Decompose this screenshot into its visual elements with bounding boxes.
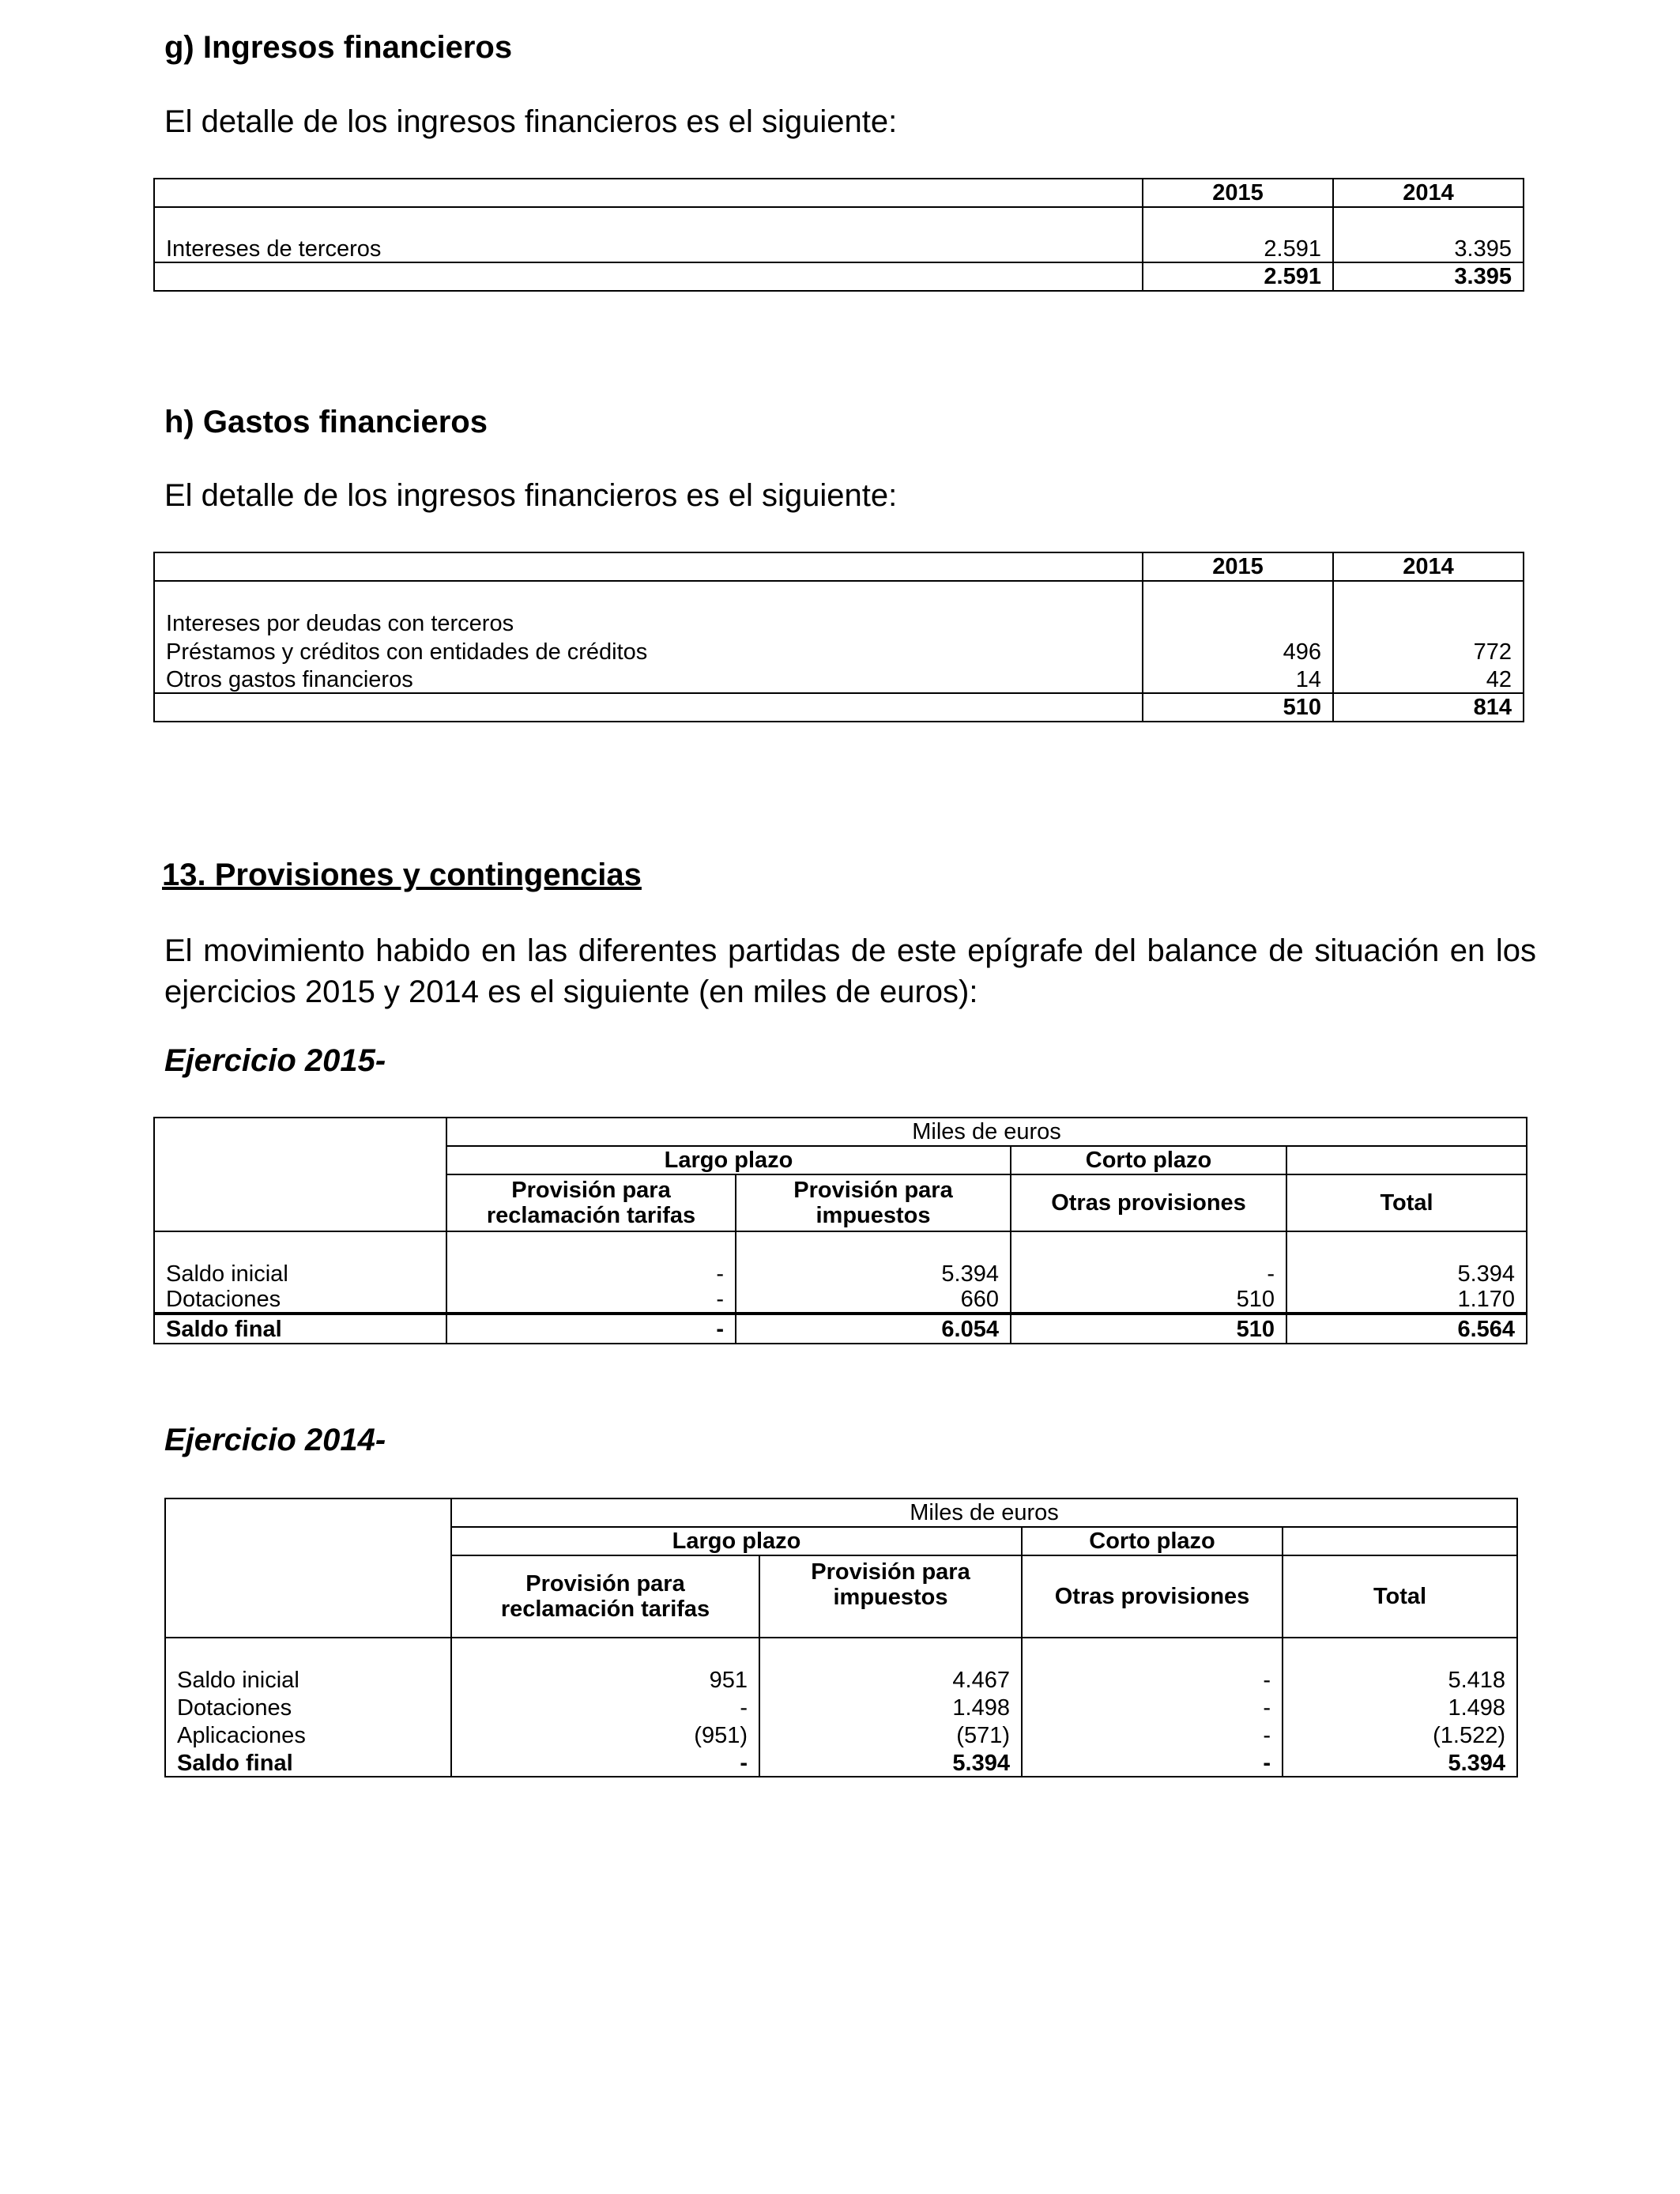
total-2015: 510	[1143, 693, 1333, 722]
row-value-2014	[1333, 581, 1524, 636]
row-value: 660	[736, 1287, 1011, 1314]
row-label: Saldo final	[165, 1748, 451, 1777]
saldo-final-row	[165, 1748, 1517, 1777]
table-row	[154, 581, 1524, 636]
gastos-header-2015: 2015	[1143, 552, 1333, 581]
table-row	[154, 207, 1524, 262]
row-value: -	[446, 1287, 736, 1314]
total-row	[154, 693, 1524, 722]
row-value: -	[1022, 1638, 1283, 1693]
row-value: -	[1022, 1693, 1283, 1721]
row-value: -	[1022, 1721, 1283, 1748]
row-value: 5.418	[1283, 1638, 1517, 1693]
row-value: 5.394	[736, 1231, 1011, 1287]
table-row	[154, 665, 1524, 693]
row-value: 510	[1011, 1287, 1286, 1314]
saldo-final-row	[154, 1314, 1527, 1344]
row-label: Saldo final	[154, 1314, 446, 1344]
row-value: 6.564	[1286, 1314, 1527, 1344]
row-value: 5.394	[759, 1748, 1022, 1777]
row-value: 510	[1011, 1314, 1286, 1344]
row-label: Saldo inicial	[154, 1231, 446, 1287]
row-value-2014: 3.395	[1333, 207, 1524, 262]
row-value: -	[451, 1748, 759, 1777]
row-label: Aplicaciones	[165, 1721, 451, 1748]
table-row	[165, 1638, 1517, 1693]
row-value: (951)	[451, 1721, 759, 1748]
provisiones-2014-table	[164, 1498, 1518, 1777]
largo-plazo-header: Largo plazo	[446, 1146, 1011, 1174]
gastos-table	[153, 552, 1524, 722]
row-value: (571)	[759, 1721, 1022, 1748]
row-value: 5.394	[1283, 1748, 1517, 1777]
row-value: -	[1011, 1231, 1286, 1287]
row-value-2014: 42	[1333, 665, 1524, 693]
row-value-2015	[1143, 581, 1333, 636]
row-label: Intereses por deudas con terceros	[154, 581, 1143, 636]
row-value-2014: 772	[1333, 636, 1524, 665]
table-row	[154, 636, 1524, 665]
row-value: 1.498	[759, 1693, 1022, 1721]
col-total: Total	[1286, 1174, 1527, 1231]
col-impuestos: Provisión para impuestos	[736, 1174, 1011, 1231]
table-row	[165, 1693, 1517, 1721]
row-value: -	[1022, 1748, 1283, 1777]
row-value: 5.394	[1286, 1231, 1527, 1287]
row-label: Otros gastos financieros	[154, 665, 1143, 693]
col-otras-provisiones: Otras provisiones	[1011, 1174, 1286, 1231]
col-reclamacion-tarifas: Provisión para reclamación tarifas	[451, 1555, 759, 1638]
row-label: Intereses de terceros	[154, 207, 1143, 262]
row-value-2015: 496	[1143, 636, 1333, 665]
section-13-title: 13. Provisiones y contingencias	[162, 858, 642, 892]
ejercicio-2014-title: Ejercicio 2014-	[164, 1423, 386, 1457]
row-label: Préstamos y créditos con entidades de créditos	[154, 636, 1143, 665]
section-g-intro: El detalle de los ingresos financieros es el siguiente:	[164, 104, 898, 139]
corto-plazo-header: Corto plazo	[1011, 1146, 1286, 1174]
table-row	[154, 1231, 1527, 1287]
corto-plazo-header: Corto plazo	[1022, 1527, 1283, 1555]
row-value: 1.498	[1283, 1693, 1517, 1721]
total-2014: 814	[1333, 693, 1524, 722]
ejercicio-2015-title: Ejercicio 2015-	[164, 1043, 386, 1078]
section-h-intro: El detalle de los ingresos financieros es el siguiente:	[164, 478, 898, 513]
row-value: -	[446, 1231, 736, 1287]
total-2014: 3.395	[1333, 262, 1524, 291]
col-reclamacion-tarifas: Provisión para reclamación tarifas	[446, 1174, 736, 1231]
miles-de-euros-label: Miles de euros	[446, 1118, 1527, 1146]
row-value-2015: 14	[1143, 665, 1333, 693]
col-otras-provisiones: Otras provisiones	[1022, 1555, 1283, 1638]
row-value: (1.522)	[1283, 1721, 1517, 1748]
gastos-header-2014: 2014	[1333, 552, 1524, 581]
table-row	[165, 1721, 1517, 1748]
row-value: 6.054	[736, 1314, 1011, 1344]
section-g-title: g) Ingresos financieros	[164, 30, 513, 65]
row-value: -	[446, 1314, 736, 1344]
row-label: Dotaciones	[154, 1287, 446, 1314]
row-value: 951	[451, 1638, 759, 1693]
ingresos-table	[153, 178, 1524, 292]
row-label: Saldo inicial	[165, 1638, 451, 1693]
total-2015: 2.591	[1143, 262, 1333, 291]
col-impuestos: Provisión para impuestos	[759, 1555, 1022, 1638]
section-13-paragraph: El movimiento habido en las diferentes partidas de este epígrafe del balance de situación en los ejercicios 2015 y 2014 es el siguiente (en miles de euros):	[164, 933, 1536, 1009]
largo-plazo-header: Largo plazo	[451, 1527, 1022, 1555]
row-value: 1.170	[1286, 1287, 1527, 1314]
provisiones-2015-table	[153, 1117, 1527, 1344]
total-row	[154, 262, 1524, 291]
ingresos-header-2015: 2015	[1143, 179, 1333, 207]
col-total: Total	[1283, 1555, 1517, 1638]
section-h-title: h) Gastos financieros	[164, 405, 488, 439]
row-label: Dotaciones	[165, 1693, 451, 1721]
row-value: 4.467	[759, 1638, 1022, 1693]
row-value: -	[451, 1693, 759, 1721]
row-value-2015: 2.591	[1143, 207, 1333, 262]
ingresos-header-2014: 2014	[1333, 179, 1524, 207]
miles-de-euros-label: Miles de euros	[451, 1498, 1517, 1527]
table-row	[154, 1287, 1527, 1314]
